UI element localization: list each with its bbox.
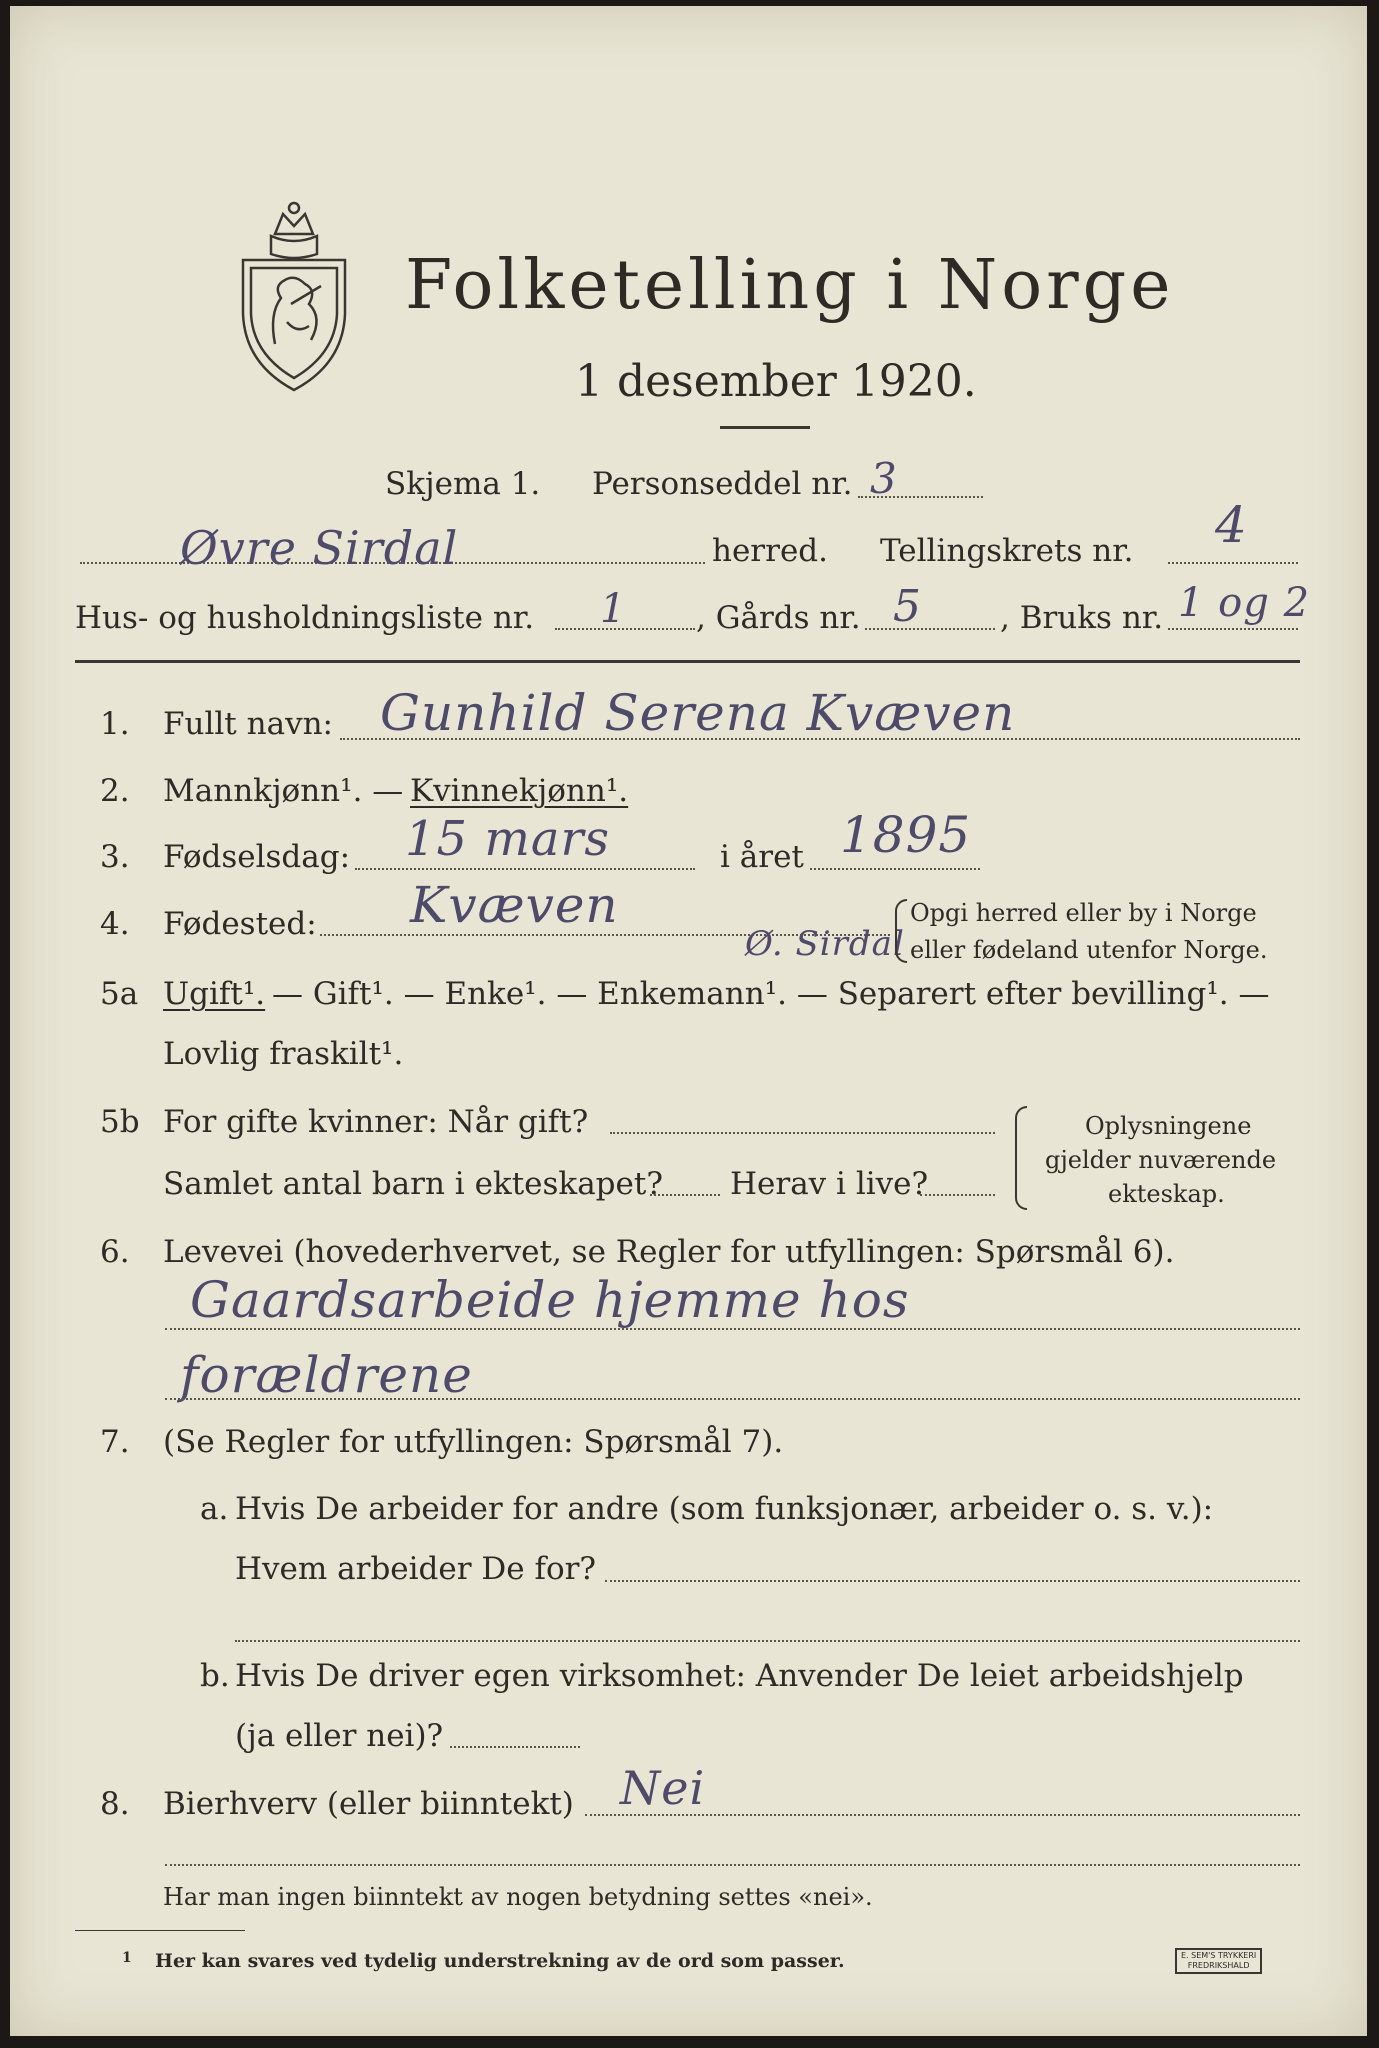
q7b-label1: Hvis De driver egen virksomhet: Anvender De leiet arbeidshjelp <box>235 1658 1244 1694</box>
q3-year-value: 1895 <box>840 806 972 864</box>
q5b-note-line2: gjelder nuværende <box>1045 1146 1277 1174</box>
q8-label: Bierhverv (eller biinntekt) <box>163 1786 574 1822</box>
q5b-note-brace <box>1015 1106 1027 1210</box>
coat-of-arms-icon <box>235 194 353 394</box>
q7a-line1 <box>605 1580 1300 1582</box>
hus-value: 1 <box>600 586 627 632</box>
q7a-label1: Hvis De arbeider for andre (som funksjonær, arbeider o. s. v.): <box>235 1491 1214 1527</box>
footnote-rule <box>75 1930 245 1931</box>
bruks-label: , Bruks nr. <box>1000 600 1164 636</box>
q5b-line3 <box>920 1194 995 1196</box>
hus-label: Hus- og husholdningsliste nr. <box>75 600 535 636</box>
herred-label: herred. <box>712 533 828 569</box>
bruks-value: 1 og 2 <box>1178 580 1311 626</box>
q4-note-line1: Opgi herred eller by i Norge <box>910 899 1257 927</box>
q4-note-line2: eller fødeland utenfor Norge. <box>910 936 1268 964</box>
printer-stamp-line1: E. SEM'S TRYKKERI <box>1181 1951 1257 1960</box>
q3-year-label: i året <box>720 839 804 875</box>
q7-label: (Se Regler for utfyllingen: Spørsmål 7). <box>163 1424 784 1460</box>
footnote-text: Her kan svares ved tydelig understrekning av de ord som passer. <box>155 1950 845 1972</box>
gards-value: 5 <box>893 581 922 632</box>
q5b-note-line1: Oplysningene <box>1085 1112 1252 1140</box>
gards-label: , Gårds nr. <box>696 600 861 636</box>
q2-number: 2. <box>100 773 130 809</box>
q1-label: Fullt navn: <box>163 706 333 742</box>
q6-value-line2: forældrene <box>180 1346 473 1404</box>
bruks-line <box>1168 628 1298 630</box>
printer-stamp <box>1175 1948 1262 1974</box>
biinntekt-note: Har man ingen biinntekt av nogen betydning settes «nei». <box>163 1883 873 1911</box>
q4-label: Fødested: <box>163 906 317 942</box>
q1-number: 1. <box>100 706 130 742</box>
q3-number: 3. <box>100 839 130 875</box>
q4-value2: Ø. Sirdal <box>745 924 905 964</box>
q8-value: Nei <box>620 1761 706 1815</box>
q1-value: Gunhild Serena Kvæven <box>380 684 1016 742</box>
form-title: Folketelling i Norge <box>405 246 1175 325</box>
q7b-letter: b. <box>200 1658 230 1694</box>
personseddel-value: 3 <box>870 454 898 503</box>
q3-label: Fødselsdag: <box>163 839 351 875</box>
q8-line2 <box>165 1864 1300 1866</box>
q5a-line2: Lovlig fraskilt¹. <box>163 1036 404 1072</box>
q4-value: Kvæven <box>410 876 619 934</box>
header-rule <box>75 660 1300 663</box>
q5a-options: — Gift¹. — Enke¹. — Enkemann¹. — Separert efter bevilling¹. — <box>272 976 1270 1012</box>
q7b-line <box>450 1746 580 1748</box>
form-date: 1 desember 1920. <box>575 356 977 407</box>
q7b-label2: (ja eller nei)? <box>235 1718 444 1754</box>
skjema-label: Skjema 1. <box>385 466 541 502</box>
q7a-label2: Hvem arbeider De for? <box>235 1551 597 1587</box>
q5b-label3: Herav i live? <box>730 1166 929 1202</box>
q5a-ugift: Ugift¹. <box>163 976 266 1012</box>
printer-stamp-line2: FREDRIKSHALD <box>1187 1961 1250 1970</box>
q6-line1 <box>165 1328 1300 1330</box>
tellingskrets-value: 4 <box>1215 496 1248 554</box>
q5a-number: 5a <box>100 976 139 1012</box>
q5b-number: 5b <box>100 1104 140 1140</box>
q5b-line1 <box>610 1132 995 1134</box>
q6-line2 <box>165 1398 1300 1400</box>
q8-number: 8. <box>100 1786 130 1822</box>
q5b-line2 <box>650 1194 720 1196</box>
q7a-line2 <box>235 1640 1300 1642</box>
title-divider <box>720 426 810 429</box>
gards-line <box>865 628 995 630</box>
herred-value: Øvre Sirdal <box>180 521 459 575</box>
q4-note-brace <box>895 899 907 963</box>
q5b-label1: For gifte kvinner: Når gift? <box>163 1104 589 1140</box>
tellingskrets-label: Tellingskrets nr. <box>880 533 1134 569</box>
q6-value-line1: Gaardsarbeide hjemme hos <box>190 1271 910 1329</box>
q7a-letter: a. <box>200 1491 229 1527</box>
q2-female: Kvinnekjønn¹. <box>410 773 629 809</box>
q6-label: Levevei (hovederhvervet, se Regler for utfyllingen: Spørsmål 6). <box>163 1234 1175 1270</box>
q2-male: Mannkjønn¹. — <box>163 773 404 809</box>
q6-number: 6. <box>100 1234 130 1270</box>
q3-year-line <box>810 868 980 870</box>
q5b-note-line3: ekteskap. <box>1108 1180 1225 1208</box>
census-form-sheet <box>10 6 1367 2036</box>
footnote-mark: 1 <box>122 1950 132 1966</box>
q3-value: 15 mars <box>405 811 611 867</box>
tellingskrets-line <box>1168 562 1298 564</box>
q5b-label2: Samlet antal barn i ekteskapet? <box>163 1166 663 1202</box>
q3-line <box>355 868 695 870</box>
q7-number: 7. <box>100 1424 130 1460</box>
personseddel-label: Personseddel nr. <box>592 466 853 502</box>
q4-number: 4. <box>100 906 130 942</box>
